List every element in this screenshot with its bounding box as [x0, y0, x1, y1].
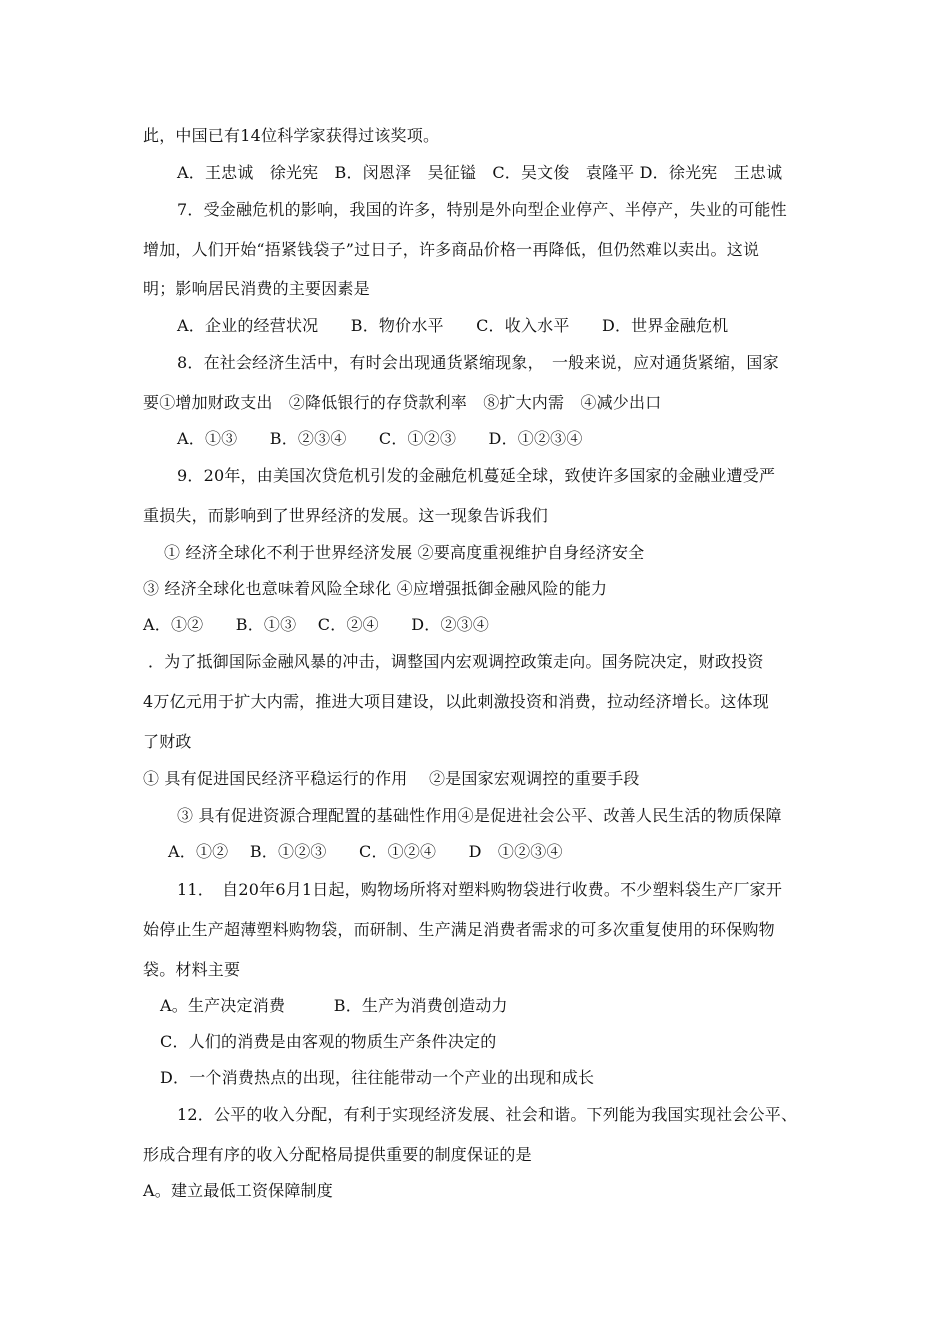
- text-line: 始停止生产超薄塑料购物袋，而研制、生产满足消费者需求的可多次重复使用的环保购物: [143, 920, 775, 939]
- text-line: A。生产决定消费 B．生产为消费创造动力: [160, 996, 508, 1015]
- text-line: C．人们的消费是由客观的物质生产条件决定的: [160, 1032, 497, 1051]
- text-line: A．王忠诚 徐光宪 B．闵恩泽 吴征镒 C．吴文俊 袁隆平 D．徐光宪 王忠诚: [177, 163, 783, 182]
- text-line: 袋。材料主要: [143, 960, 241, 979]
- text-line: 明；影响居民消费的主要因素是: [143, 279, 370, 298]
- text-line: A．企业的经营状况 B．物价水平 C．收入水平 D．世界金融危机: [177, 316, 729, 335]
- text-line: 增加，人们开始“捂紧钱袋子”过日子，许多商品价格一再降低，但仍然难以卖出。这说: [143, 240, 760, 259]
- text-line: 7．受金融危机的影响，我国的许多，特别是外向型企业停产、半停产，失业的可能性: [177, 200, 787, 219]
- text-line: ① 具有促进国民经济平稳运行的作用 ②是国家宏观调控的重要手段: [143, 769, 640, 788]
- text-line: 11． 自20年6月1日起，购物场所将对塑料购物袋进行收费。不少塑料袋生产厂家开: [177, 880, 783, 899]
- text-line: 重损失，而影响到了世界经济的发展。这一现象告诉我们: [143, 506, 549, 525]
- text-line: A．①② B．①②③ C．①②④ D ①②③④: [168, 842, 563, 861]
- text-line: 此，中国已有14位科学家获得过该奖项。: [143, 126, 440, 145]
- text-line: 9．20年，由美国次贷危机引发的金融危机蔓延全球，致使许多国家的金融业遭受严: [177, 466, 776, 485]
- text-line: 4万亿元用于扩大内需，推进大项目建设，以此刺激投资和消费，拉动经济增长。这体现: [143, 692, 769, 711]
- text-line: A。建立最低工资保障制度: [143, 1181, 333, 1200]
- text-line: A．①③ B．②③④ C．①②③ D．①②③④: [177, 429, 583, 448]
- text-line: 8．在社会经济生活中，有时会出现通货紧缩现象， 一般来说，应对通货紧缩，国家: [177, 353, 779, 372]
- text-line: ③ 具有促进资源合理配置的基础性作用④是促进社会公平、改善人民生活的物质保障: [177, 806, 782, 825]
- text-line: 形成合理有序的收入分配格局提供重要的制度保证的是: [143, 1145, 532, 1164]
- text-line: 12．公平的收入分配，有利于实现经济发展、社会和谐。下列能为我国实现社会公平、: [177, 1105, 798, 1124]
- text-line: D．一个消费热点的出现，往往能带动一个产业的出现和成长: [160, 1068, 595, 1087]
- text-line: ．为了抵御国际金融风暴的冲击，调整国内宏观调控政策走向。国务院决定，财政投资: [148, 652, 764, 671]
- text-line: ① 经济全球化不利于世界经济发展 ②要高度重视维护自身经济安全: [164, 543, 645, 562]
- text-line: ③ 经济全球化也意味着风险全球化 ④应增强抵御金融风险的能力: [143, 579, 608, 598]
- text-line: 了财政: [143, 732, 192, 751]
- text-line: A．①② B．①③ C．②④ D．②③④: [143, 615, 490, 634]
- text-line: 要①增加财政支出 ②降低银行的存贷款利率 ⑧扩大内需 ④减少出口: [143, 393, 662, 412]
